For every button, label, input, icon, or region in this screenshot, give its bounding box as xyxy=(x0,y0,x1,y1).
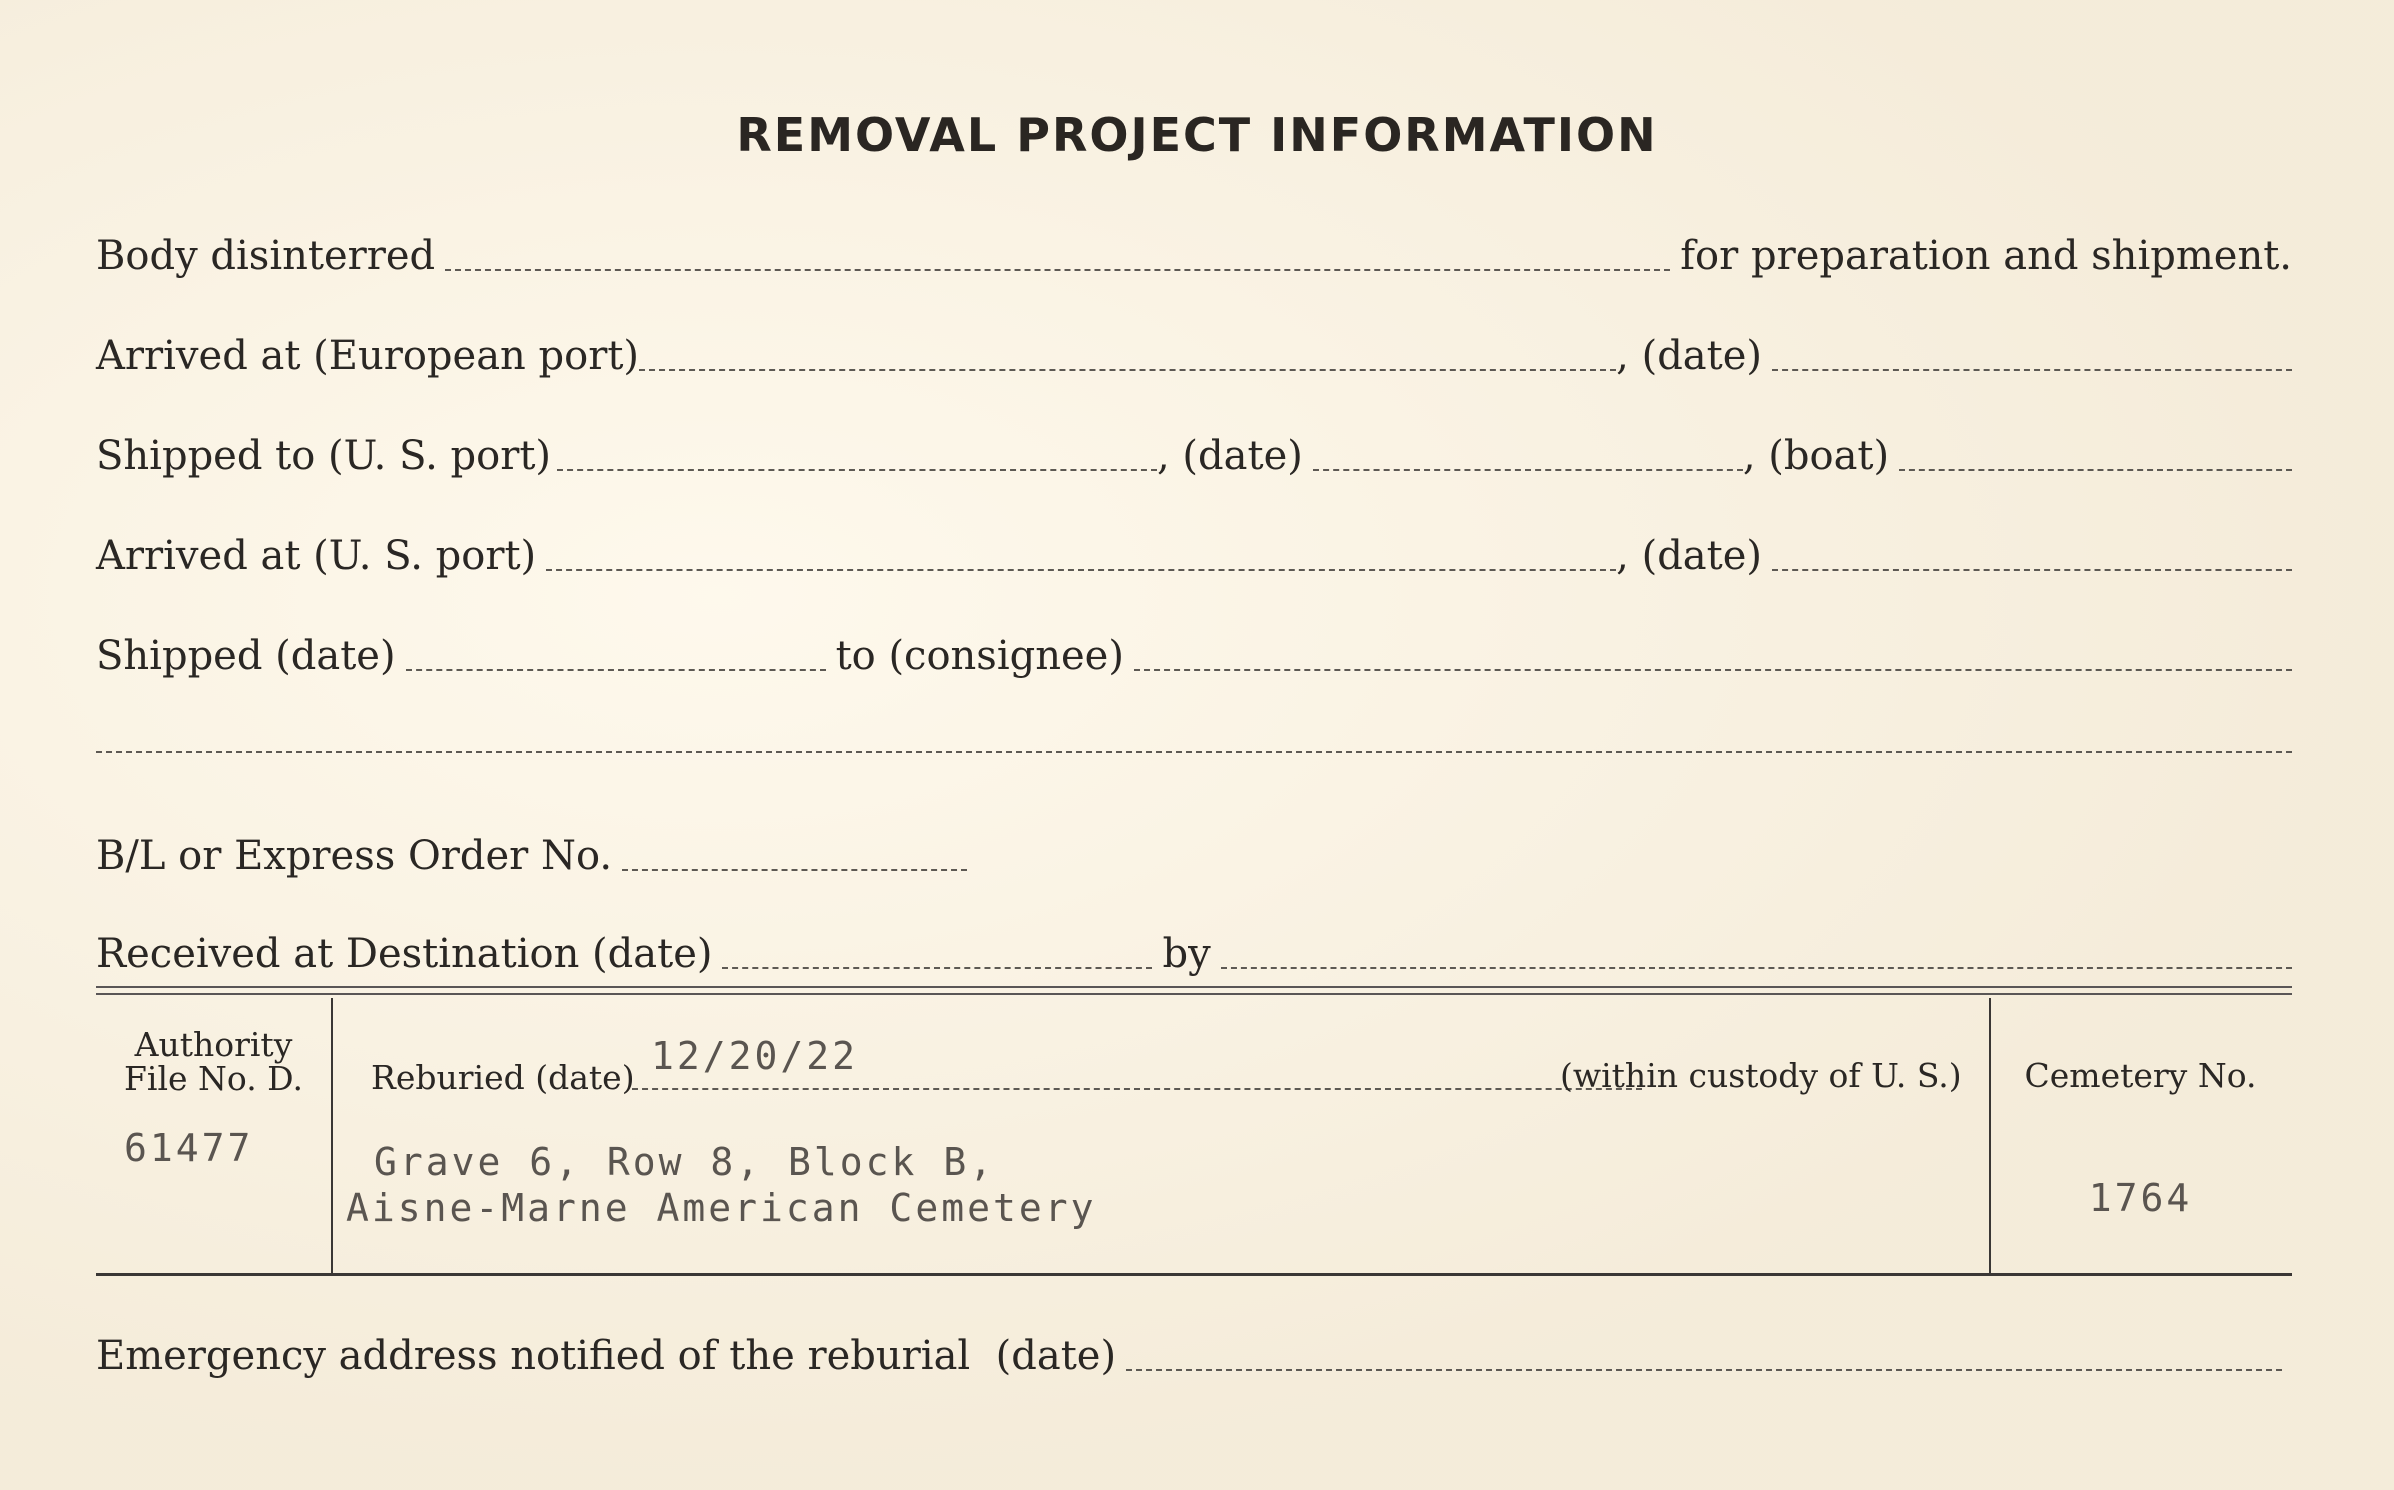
field-arrived-us-port xyxy=(546,569,1616,571)
field-boat xyxy=(1899,469,2292,471)
field-consignee-continued xyxy=(96,751,2292,753)
label-bl-order: B/L or Express Order No. xyxy=(96,833,613,879)
label-shipped-us: Shipped to (U. S. port) xyxy=(96,433,551,479)
field-reburied-date xyxy=(632,1088,1642,1090)
reburied-date-value: 12/20/22 xyxy=(651,1034,859,1078)
label-boat: , (boat) xyxy=(1742,433,1890,479)
page-title: REMOVAL PROJECT INFORMATION xyxy=(736,108,1658,162)
field-received-by xyxy=(1221,967,2292,969)
field-arrived-us-date xyxy=(1772,569,2292,571)
field-us-port xyxy=(557,469,1157,471)
divider-authority xyxy=(331,998,333,1273)
label-received: Received at Destination (date) xyxy=(96,931,713,977)
field-shipped-date-consignee xyxy=(406,669,826,671)
row-shipped-date xyxy=(96,620,2292,680)
row-arrived-us xyxy=(96,520,2292,580)
row-consignee-continued xyxy=(96,702,2292,762)
cemetery-label: Cemetery No. xyxy=(2024,1056,2257,1095)
row-emergency xyxy=(96,1320,2292,1380)
label-preparation-shipment: for preparation and shipment. xyxy=(1680,233,2292,279)
table-bottom-rule xyxy=(96,1273,2292,1276)
authority-file-number: 61477 xyxy=(124,1126,254,1170)
field-body-disinterred xyxy=(445,269,1670,271)
row-received xyxy=(96,918,2292,978)
divider-cemetery xyxy=(1989,998,1991,1273)
row-arrived-european xyxy=(96,320,2292,380)
field-consignee xyxy=(1134,669,2292,671)
custody-label: (within custody of U. S.) xyxy=(1560,1056,1962,1095)
label-consignee: to (consignee) xyxy=(835,633,1124,679)
authority-label-line-1: Authority xyxy=(134,1025,293,1064)
field-emergency-date xyxy=(1126,1369,2282,1371)
field-european-date xyxy=(1772,369,2292,371)
field-european-port xyxy=(639,369,1616,371)
grave-location-line-2: Aisne-Marne American Cemetery xyxy=(346,1186,1097,1230)
reburied-label: Reburied (date) xyxy=(371,1058,635,1097)
label-arrived-us-date: , (date) xyxy=(1616,533,1762,579)
label-shipped-date-consignee: Shipped (date) xyxy=(96,633,396,679)
row-bl-order xyxy=(96,820,2292,880)
label-received-by: by xyxy=(1162,931,1211,977)
reburial-table xyxy=(96,988,2292,1273)
label-arrived-european: Arrived at (European port) xyxy=(96,333,640,379)
field-shipped-date xyxy=(1313,469,1743,471)
label-arrived-us: Arrived at (U. S. port) xyxy=(96,533,537,579)
grave-location-line-1: Grave 6, Row 8, Block B, xyxy=(374,1140,996,1184)
label-body-disinterred: Body disinterred xyxy=(96,233,436,279)
field-received-date xyxy=(722,967,1152,969)
authority-label xyxy=(96,1025,331,1098)
cemetery-number: 1764 xyxy=(2088,1176,2193,1220)
label-shipped-date: , (date) xyxy=(1157,433,1303,479)
label-european-date: , (date) xyxy=(1616,333,1762,379)
field-bl-order xyxy=(622,869,967,871)
row-shipped-us xyxy=(96,420,2292,480)
row-body-disinterred xyxy=(96,220,2292,280)
authority-label-line-2: File No. D. xyxy=(124,1059,303,1098)
label-emergency: Emergency address notified of the reburial (date) xyxy=(96,1333,1117,1379)
